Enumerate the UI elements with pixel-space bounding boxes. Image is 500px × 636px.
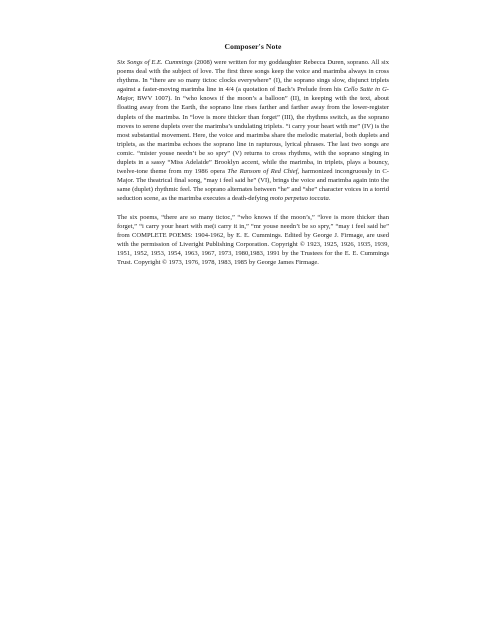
italic-text-run: Cello Suite in G-Major, bbox=[117, 86, 389, 103]
text-run: harmonized incongruously in C-Major. The theatrical final song, “may i feel said he” (VI), brings the voice and marimba again into the same (duplet) rhythmic feel. The soprano alternates between “he” and “she” character voices in a torrid seduction scene, as the marimba executes a death-defying bbox=[117, 168, 389, 203]
body-paragraph-2 bbox=[117, 213, 389, 268]
text-run: The six poems, “there are so many tictoc,” “who knows if the moon’s,” “love is more thicker than forget,” “i carry your heart with me(i carry it in,” “mr youse needn’t be so spry,” “may i feel said he” from COMPLETE POEMS: 1904-1962, by E. E. Cummings. Edited by George J. Firmage, are used with the permission of Liveright Publishing Corporation. Copyright © 1923, 1925, 1926, 1935, 1939, 1951, 1952, 1953, 1954, 1963, 1967, 1973, 1980,1983, 1991 by the Trustees for the E. E. Cummings Trust. Copyright © 1973, 1976, 1978, 1983, 1985 by George James Firmage. bbox=[117, 213, 389, 266]
text-run: BWV 1007). In “who knows if the moon’s a balloon” (II), in keeping with the text, about floating away from the Earth, the soprano line rises farther and farther away from the lower-register duplets of the marimba. In “love is more thicker than forget” (III), the rhythms switch, as the soprano moves to serene duplets over the marimba’s undulating triplets. “i carry your heart with me” (IV) is the most substantial movement. Here, the voice and marimba share the melodic material, both duplets and triplets, as the marimba echoes the soprano line in rapturous, lyrical phrases. The last two songs are comic. “mister youse needn’t be so spry” (V) returns to cross rhythms, with the soprano singing in duplets in a sassy “Miss Adelaide” Brooklyn accent, while the marimba, in triplets, plays a bouncy, twelve-tone theme from my 1986 opera bbox=[117, 95, 389, 176]
text-run: . bbox=[328, 195, 331, 203]
body-paragraph-1 bbox=[117, 58, 389, 204]
text-run: (2008) were written for my goddaughter Rebecca Duren, soprano. All six poems deal with the subject of love. The first three songs keep the voice and marimba always in cross rhythms. In “there are so many tictoc clocks everywhere” (I), the soprano sings slow, disjunct triplets against a faster-moving marimba line in 4/4 (a quotation of Bach’s Prelude from his bbox=[117, 59, 389, 94]
page-title: Composer's Note bbox=[224, 42, 282, 51]
italic-text-run: moto perpetuo toccata bbox=[269, 195, 329, 203]
document-page bbox=[117, 42, 389, 267]
italic-text-run: Six Songs of E.E. Cummings bbox=[117, 59, 193, 66]
italic-text-run: The Ransom of Red Chief, bbox=[227, 168, 300, 176]
